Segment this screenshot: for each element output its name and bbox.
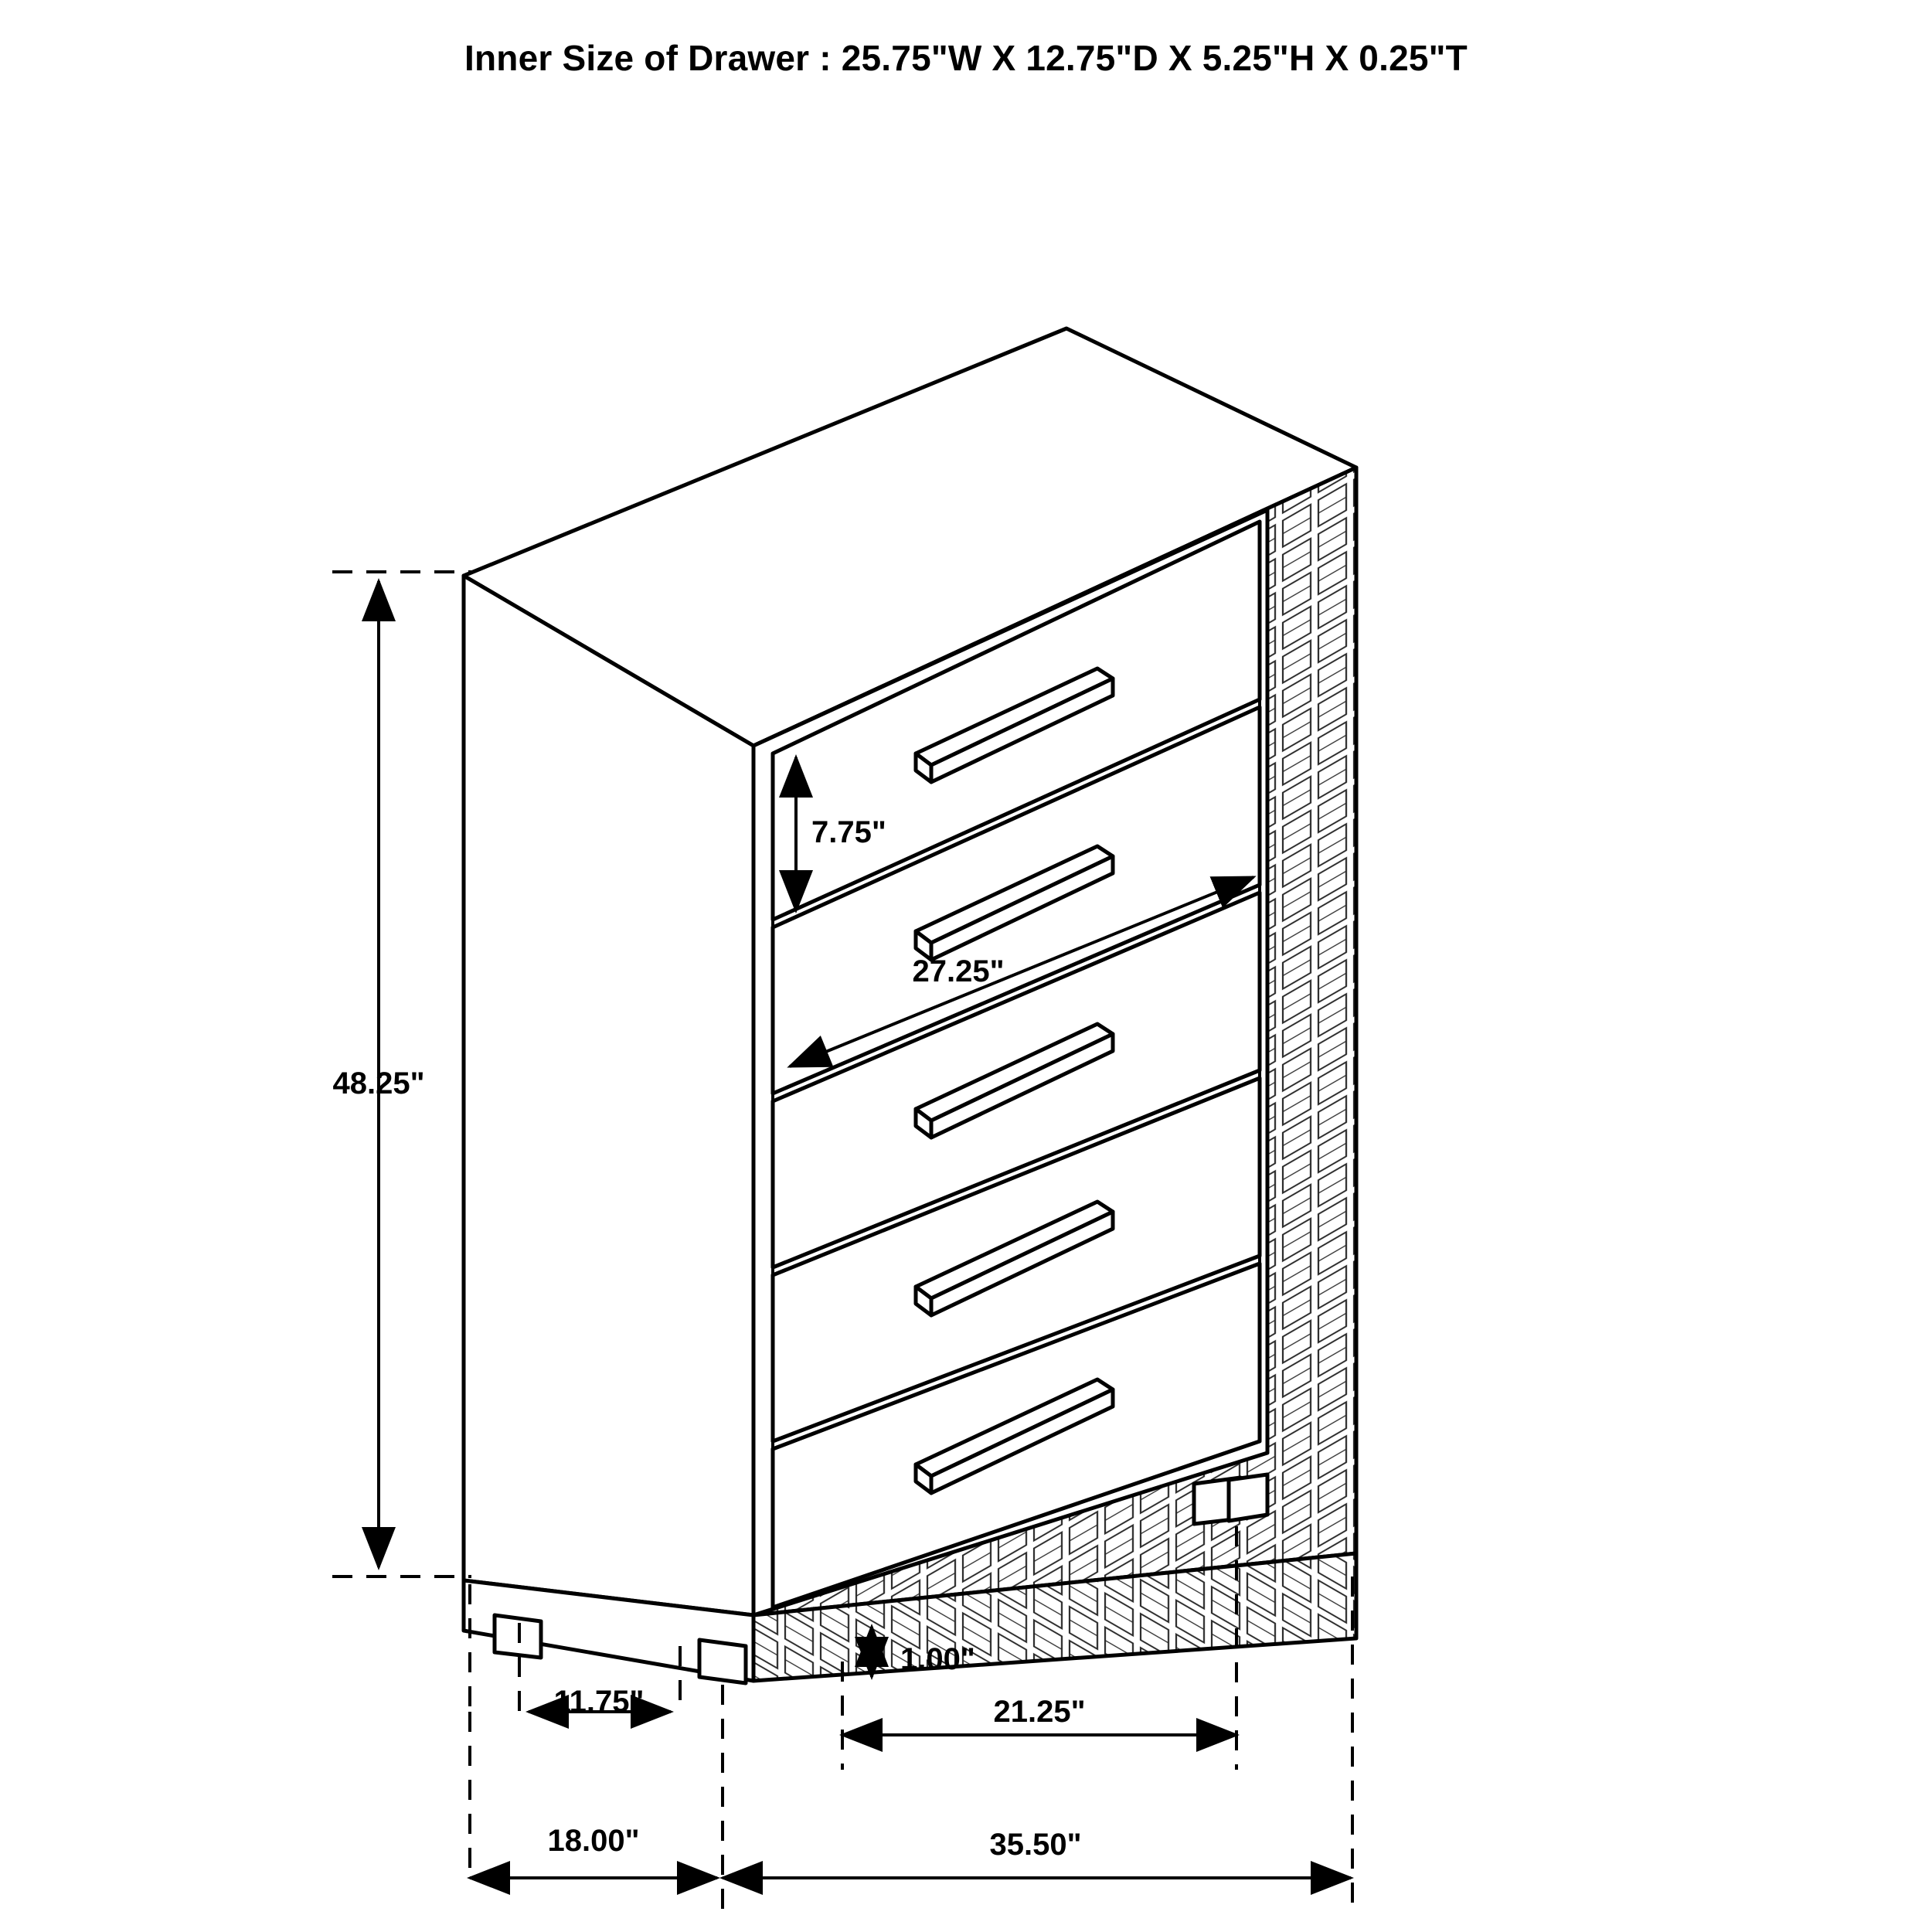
drawer-width-label: 27.25"	[912, 954, 1005, 988]
drawer-height-label: 7.75"	[811, 815, 886, 849]
page-title: Inner Size of Drawer : 25.75"W X 12.75"D X 5.25"H X 0.25"T	[464, 38, 1468, 78]
chest-body	[464, 328, 1356, 1683]
height-label: 48.25"	[332, 1066, 425, 1100]
leg-rear-right	[1229, 1475, 1267, 1521]
leg-height-label: 1.00"	[900, 1642, 975, 1676]
side-depth-label: 11.75"	[553, 1685, 645, 1719]
leg-span-label: 21.25"	[993, 1695, 1086, 1729]
chest-left-side	[464, 576, 753, 1615]
depth-label: 18.00"	[547, 1824, 640, 1858]
width-label: 35.50"	[989, 1828, 1082, 1862]
leg-front-right	[699, 1640, 746, 1683]
